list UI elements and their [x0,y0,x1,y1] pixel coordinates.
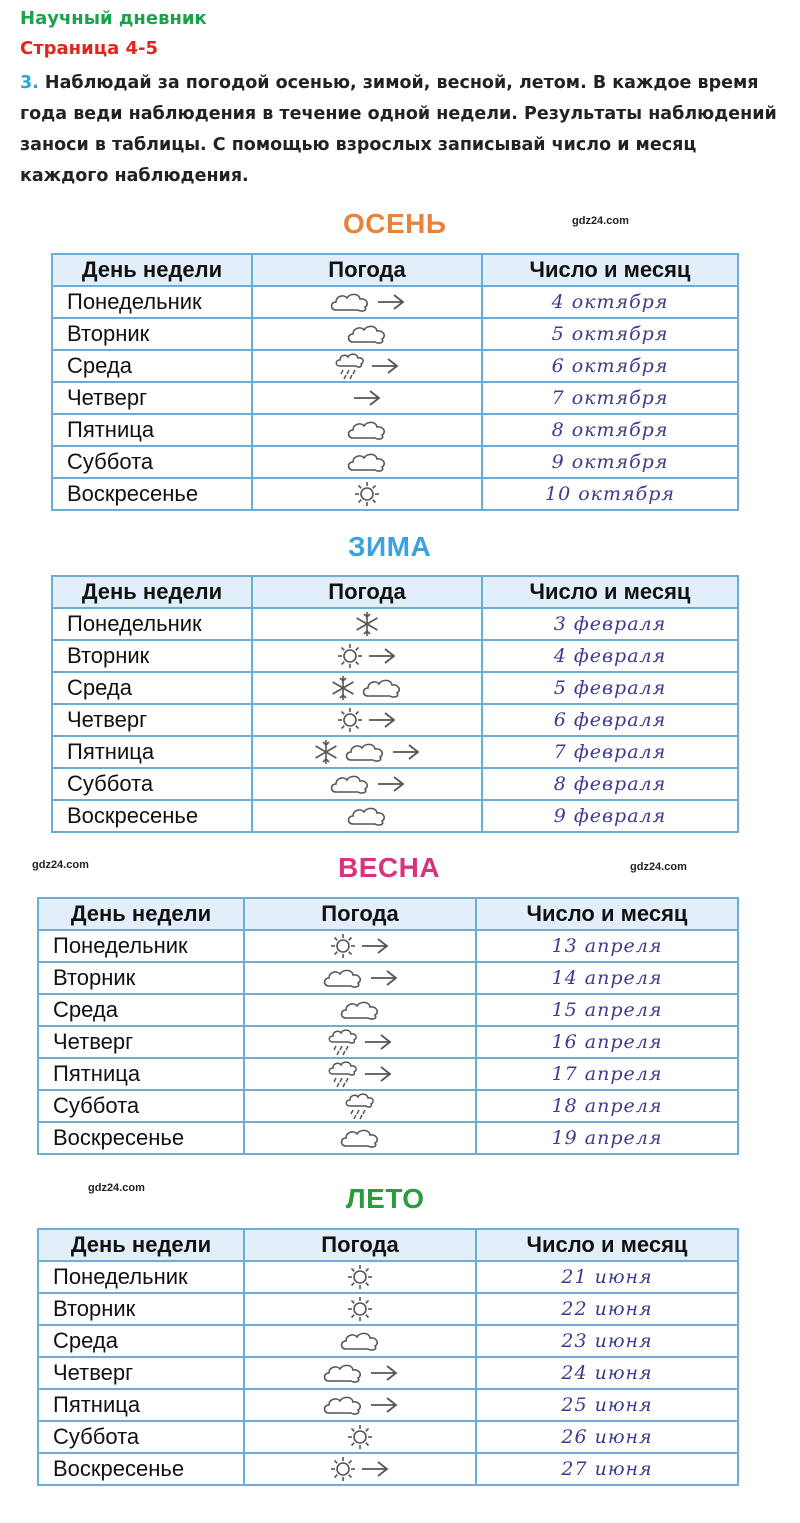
task-body: Наблюдай за погодой осенью, зимой, весной, летом. В каждое время года веди наблюдения в течение одной недели. Результаты наблюдений заноси в таблицы. С помощью взрослых записывай число и месяц каждого наблюдения. [20,73,777,186]
date-cell: 3 февраля [482,608,738,640]
weather-cell [244,1122,476,1154]
weather-cell [252,286,482,318]
weather-cell [252,414,482,446]
table-row [52,478,738,510]
day-cell: Суббота [38,1090,244,1122]
cloud-icon [328,772,372,796]
cloud-icon [338,1126,382,1150]
weather-cell [252,640,482,672]
weather-cell [252,350,482,382]
wind-arrow-icon [363,1064,393,1084]
day-cell: Вторник [38,1293,244,1325]
table-row [38,1325,738,1357]
date-cell: 8 февраля [482,768,738,800]
date-cell: 19 апреля [476,1122,738,1154]
table-header-row [52,576,738,608]
date-cell: 25 июня [476,1389,738,1421]
cloud-icon [360,676,404,700]
rain-cloud-icon [327,1060,359,1088]
weather-cell [252,800,482,832]
date-cell: 5 февраля [482,672,738,704]
column-header: День недели [38,898,244,930]
day-cell: Четверг [38,1026,244,1058]
date-cell: 22 июня [476,1293,738,1325]
table-row [38,962,738,994]
date-cell: 13 апреля [476,930,738,962]
sun-icon [347,1264,373,1290]
day-cell: Вторник [52,640,252,672]
cloud-icon [321,1361,365,1385]
cloud-icon [338,998,382,1022]
table-row [38,930,738,962]
day-cell: Понедельник [52,608,252,640]
column-header: Число и месяц [482,576,738,608]
date-cell: 14 апреля [476,962,738,994]
day-cell: Пятница [52,414,252,446]
table-row [52,318,738,350]
page-reference: Страница 4-5 [20,38,158,59]
date-cell: 6 октября [482,350,738,382]
observation-table-winter [51,575,739,833]
table-row [52,768,738,800]
day-cell: Суббота [52,768,252,800]
weather-cell [244,1325,476,1357]
date-cell: 7 октября [482,382,738,414]
table-row [38,1389,738,1421]
column-header: Число и месяц [476,898,738,930]
day-cell: Воскресенье [38,1453,244,1485]
table-row [38,1453,738,1485]
day-cell: Понедельник [52,286,252,318]
date-cell: 4 октября [482,286,738,318]
table-row [38,1090,738,1122]
column-header: Погода [252,576,482,608]
watermark-label: gdz24.com [88,1182,145,1194]
weather-cell [252,446,482,478]
date-cell: 16 апреля [476,1026,738,1058]
date-cell: 21 июня [476,1261,738,1293]
weather-cell [244,1293,476,1325]
day-cell: Воскресенье [52,800,252,832]
date-cell: 7 февраля [482,736,738,768]
day-cell: Четверг [38,1357,244,1389]
weather-cell [244,1357,476,1389]
column-header: День недели [52,254,252,286]
sun-icon [347,1296,373,1322]
table-header-row [52,254,738,286]
date-cell: 4 февраля [482,640,738,672]
wind-arrow-icon [360,1459,390,1479]
weather-cell [244,962,476,994]
snowflake-icon [330,675,356,701]
sun-icon [337,643,363,669]
day-cell: Суббота [38,1421,244,1453]
cloud-icon [345,804,389,828]
day-cell: Среда [38,1325,244,1357]
weather-cell [252,704,482,736]
table-row [38,994,738,1026]
table-row [52,608,738,640]
weather-cell [244,1421,476,1453]
date-cell: 6 февраля [482,704,738,736]
wind-arrow-icon [376,292,406,312]
day-cell: Среда [38,994,244,1026]
table-row [52,704,738,736]
date-cell: 24 июня [476,1357,738,1389]
date-cell: 18 апреля [476,1090,738,1122]
snowflake-icon [313,739,339,765]
wind-arrow-icon [367,710,397,730]
task-text [20,68,790,192]
day-cell: Четверг [52,704,252,736]
table-row [38,1026,738,1058]
table-row [52,350,738,382]
table-row [38,1058,738,1090]
rain-cloud-icon [344,1092,376,1120]
day-cell: Среда [52,672,252,704]
column-header: Погода [244,1229,476,1261]
weather-cell [244,994,476,1026]
date-cell: 17 апреля [476,1058,738,1090]
task-number: 3. [20,73,39,93]
sun-icon [330,1456,356,1482]
table-row [52,800,738,832]
day-cell: Четверг [52,382,252,414]
weather-cell [244,1453,476,1485]
day-cell: Вторник [52,318,252,350]
date-cell: 27 июня [476,1453,738,1485]
cloud-icon [345,418,389,442]
sun-icon [337,707,363,733]
table-row [52,414,738,446]
wind-arrow-icon [376,774,406,794]
day-cell: Среда [52,350,252,382]
table-row [38,1293,738,1325]
weather-cell [252,672,482,704]
table-row [52,672,738,704]
day-cell: Воскресенье [52,478,252,510]
column-header: Число и месяц [482,254,738,286]
table-row [52,446,738,478]
observation-table-spring [37,897,739,1155]
table-row [52,640,738,672]
sun-icon [330,933,356,959]
watermark-label: gdz24.com [32,859,89,871]
diary-title: Научный дневник [20,8,207,29]
weather-cell [244,1026,476,1058]
column-header: Погода [244,898,476,930]
cloud-icon [338,1329,382,1353]
column-header: День недели [38,1229,244,1261]
weather-cell [252,318,482,350]
weather-cell [244,1090,476,1122]
column-header: День недели [52,576,252,608]
table-row [38,1122,738,1154]
date-cell: 5 октября [482,318,738,350]
season-title-summer: ЛЕТО [346,1183,425,1214]
cloud-icon [321,966,365,990]
date-cell: 9 февраля [482,800,738,832]
weather-cell [244,1389,476,1421]
season-title-winter: ЗИМА [348,531,432,562]
day-cell: Суббота [52,446,252,478]
wind-arrow-icon [352,388,382,408]
column-header: Погода [252,254,482,286]
wind-arrow-icon [369,1395,399,1415]
column-header: Число и месяц [476,1229,738,1261]
date-cell: 10 октября [482,478,738,510]
rain-cloud-icon [327,1028,359,1056]
sun-icon [354,481,380,507]
rain-cloud-icon [334,352,366,380]
weather-cell [244,1261,476,1293]
weather-cell [252,768,482,800]
day-cell: Понедельник [38,930,244,962]
weather-cell [252,736,482,768]
season-title-spring: ВЕСНА [338,852,441,883]
table-row [52,736,738,768]
table-header-row [38,1229,738,1261]
table-row [52,382,738,414]
date-cell: 15 апреля [476,994,738,1026]
cloud-icon [345,322,389,346]
observation-table-autumn [51,253,739,511]
cloud-icon [321,1393,365,1417]
table-row [38,1357,738,1389]
table-row [38,1261,738,1293]
wind-arrow-icon [363,1032,393,1052]
weather-cell [244,1058,476,1090]
wind-arrow-icon [369,1363,399,1383]
observation-table-summer [37,1228,739,1486]
sun-icon [347,1424,373,1450]
cloud-icon [328,290,372,314]
date-cell: 9 октября [482,446,738,478]
weather-cell [252,608,482,640]
wind-arrow-icon [360,936,390,956]
cloud-icon [345,450,389,474]
wind-arrow-icon [391,742,421,762]
table-header-row [38,898,738,930]
day-cell: Вторник [38,962,244,994]
wind-arrow-icon [370,356,400,376]
day-cell: Пятница [38,1058,244,1090]
date-cell: 23 июня [476,1325,738,1357]
wind-arrow-icon [367,646,397,666]
table-row [38,1421,738,1453]
cloud-icon [343,740,387,764]
weather-cell [244,930,476,962]
date-cell: 26 июня [476,1421,738,1453]
season-title-autumn: ОСЕНЬ [343,208,447,239]
day-cell: Понедельник [38,1261,244,1293]
watermark-label: gdz24.com [630,861,687,873]
day-cell: Пятница [38,1389,244,1421]
date-cell: 8 октября [482,414,738,446]
wind-arrow-icon [369,968,399,988]
day-cell: Пятница [52,736,252,768]
snowflake-icon [354,611,380,637]
weather-cell [252,478,482,510]
weather-cell [252,382,482,414]
table-row [52,286,738,318]
day-cell: Воскресенье [38,1122,244,1154]
watermark-label: gdz24.com [572,215,629,227]
